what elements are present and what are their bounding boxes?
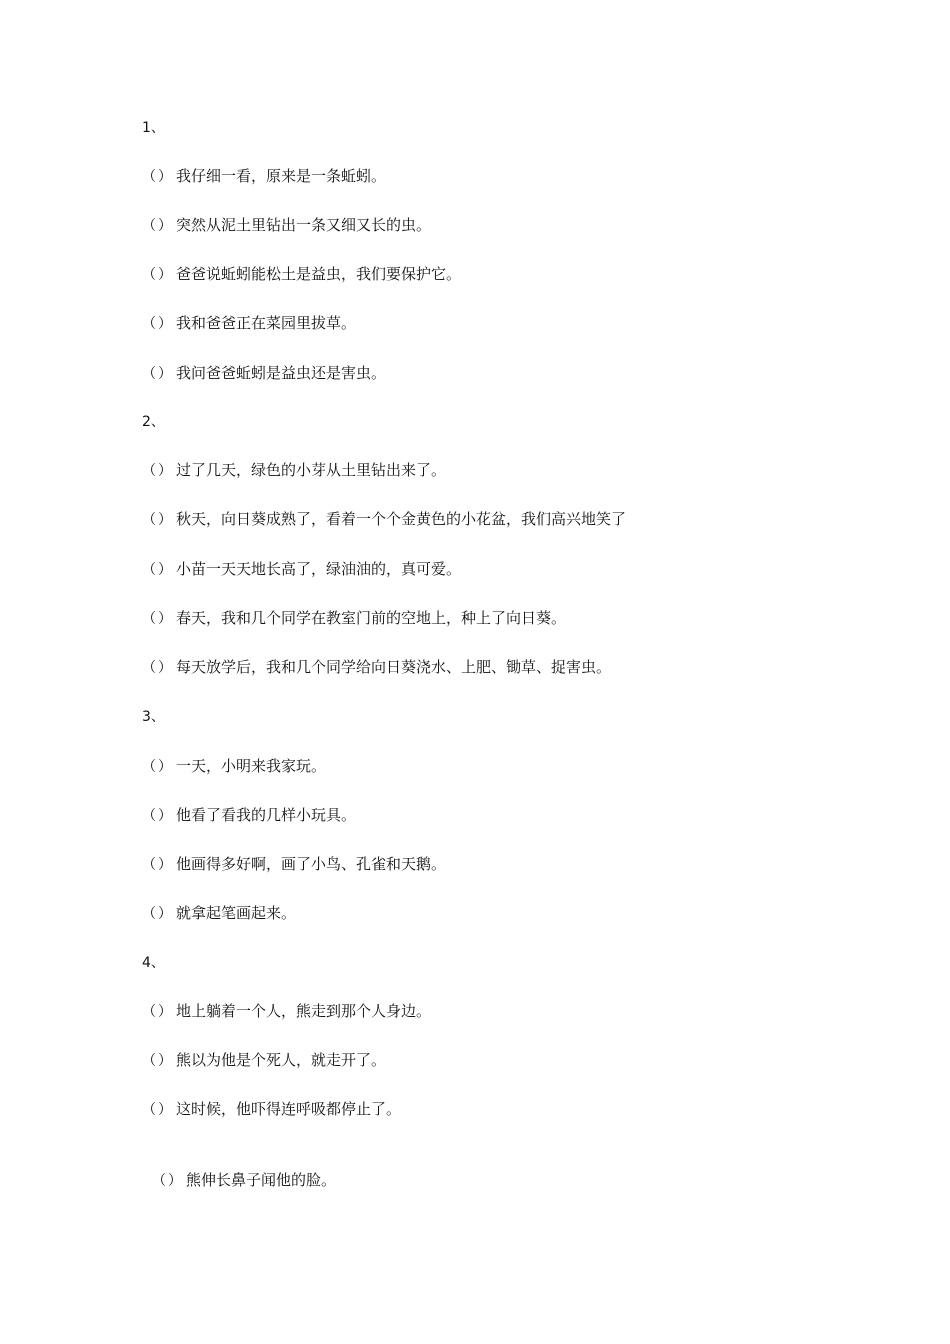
exercise-number: 4、 — [142, 955, 165, 971]
sentence-item — [142, 903, 296, 924]
answer-bracket: （） — [142, 512, 174, 528]
sentence-item — [142, 460, 446, 481]
sentence-text: 秋天，向日葵成熟了，看着一个个金黄色的小花盆，我们高兴地笑了 — [176, 510, 627, 528]
answer-bracket: （） — [152, 1173, 184, 1189]
sentence-item — [142, 805, 356, 826]
sentence-text: 过了几天，绿色的小芽从土里钻出来了。 — [176, 461, 447, 479]
answer-bracket: （） — [142, 1004, 174, 1020]
answer-bracket: （） — [142, 1053, 174, 1069]
sentence-item — [142, 264, 461, 285]
sentence-text: 就拿起笔画起来。 — [176, 904, 297, 922]
sentence-item — [142, 1099, 401, 1120]
answer-bracket: （） — [142, 218, 174, 234]
answer-bracket: （） — [142, 611, 174, 627]
sentence-text: 熊以为他是个死人，就走开了。 — [176, 1051, 387, 1069]
answer-bracket: （） — [142, 808, 174, 824]
sentence-item — [142, 559, 461, 580]
answer-bracket: （） — [142, 562, 174, 578]
sentence-text: 小苗一天天地长高了，绿油油的，真可爱。 — [176, 560, 462, 578]
exercise-number: 3、 — [142, 709, 165, 725]
sentence-item — [142, 657, 611, 678]
answer-bracket: （） — [142, 366, 174, 382]
exercise-number: 2、 — [142, 414, 165, 430]
sentence-item — [142, 1001, 431, 1022]
sentence-text: 突然从泥土里钻出一条又细又长的虫。 — [176, 216, 432, 234]
sentence-text: 熊伸长鼻子闻他的脸。 — [186, 1171, 337, 1189]
exercise-number: 1、 — [142, 120, 165, 136]
answer-bracket: （） — [142, 759, 174, 775]
sentence-item — [142, 166, 386, 187]
answer-bracket: （） — [142, 267, 174, 283]
sentence-item — [142, 1050, 386, 1071]
sentence-text: 每天放学后，我和几个同学给向日葵浇水、上肥、锄草、捉害虫。 — [176, 658, 612, 676]
answer-bracket: （） — [142, 906, 174, 922]
answer-bracket: （） — [142, 1102, 174, 1118]
answer-bracket: （） — [142, 857, 174, 873]
sentence-text: 我仔细一看，原来是一条蚯蚓。 — [176, 167, 387, 185]
sentence-text: 他看了看我的几样小玩具。 — [176, 806, 357, 824]
answer-bracket: （） — [142, 169, 174, 185]
sentence-text: 地上躺着一个人，熊走到那个人身边。 — [176, 1002, 432, 1020]
sentence-text: 爸爸说蚯蚓能松土是益虫，我们要保护它。 — [176, 265, 462, 283]
sentence-text: 这时候，他吓得连呼吸都停止了。 — [176, 1100, 402, 1118]
sentence-text: 一天，小明来我家玩。 — [176, 757, 327, 775]
sentence-text: 我和爸爸正在菜园里拔草。 — [176, 314, 357, 332]
sentence-item — [142, 854, 446, 875]
sentence-item — [142, 756, 326, 777]
answer-bracket: （） — [142, 660, 174, 676]
sentence-text: 他画得多好啊，画了小鸟、孔雀和天鹅。 — [176, 855, 447, 873]
answer-bracket: （） — [142, 463, 174, 479]
sentence-item — [142, 509, 626, 530]
sentence-item — [142, 363, 386, 384]
sentence-item — [142, 608, 566, 629]
sentence-item — [152, 1170, 336, 1191]
sentence-text: 春天，我和几个同学在教室门前的空地上，种上了向日葵。 — [176, 609, 567, 627]
answer-bracket: （） — [142, 316, 174, 332]
sentence-item — [142, 215, 431, 236]
sentence-item — [142, 313, 356, 334]
sentence-text: 我问爸爸蚯蚓是益虫还是害虫。 — [176, 364, 387, 382]
